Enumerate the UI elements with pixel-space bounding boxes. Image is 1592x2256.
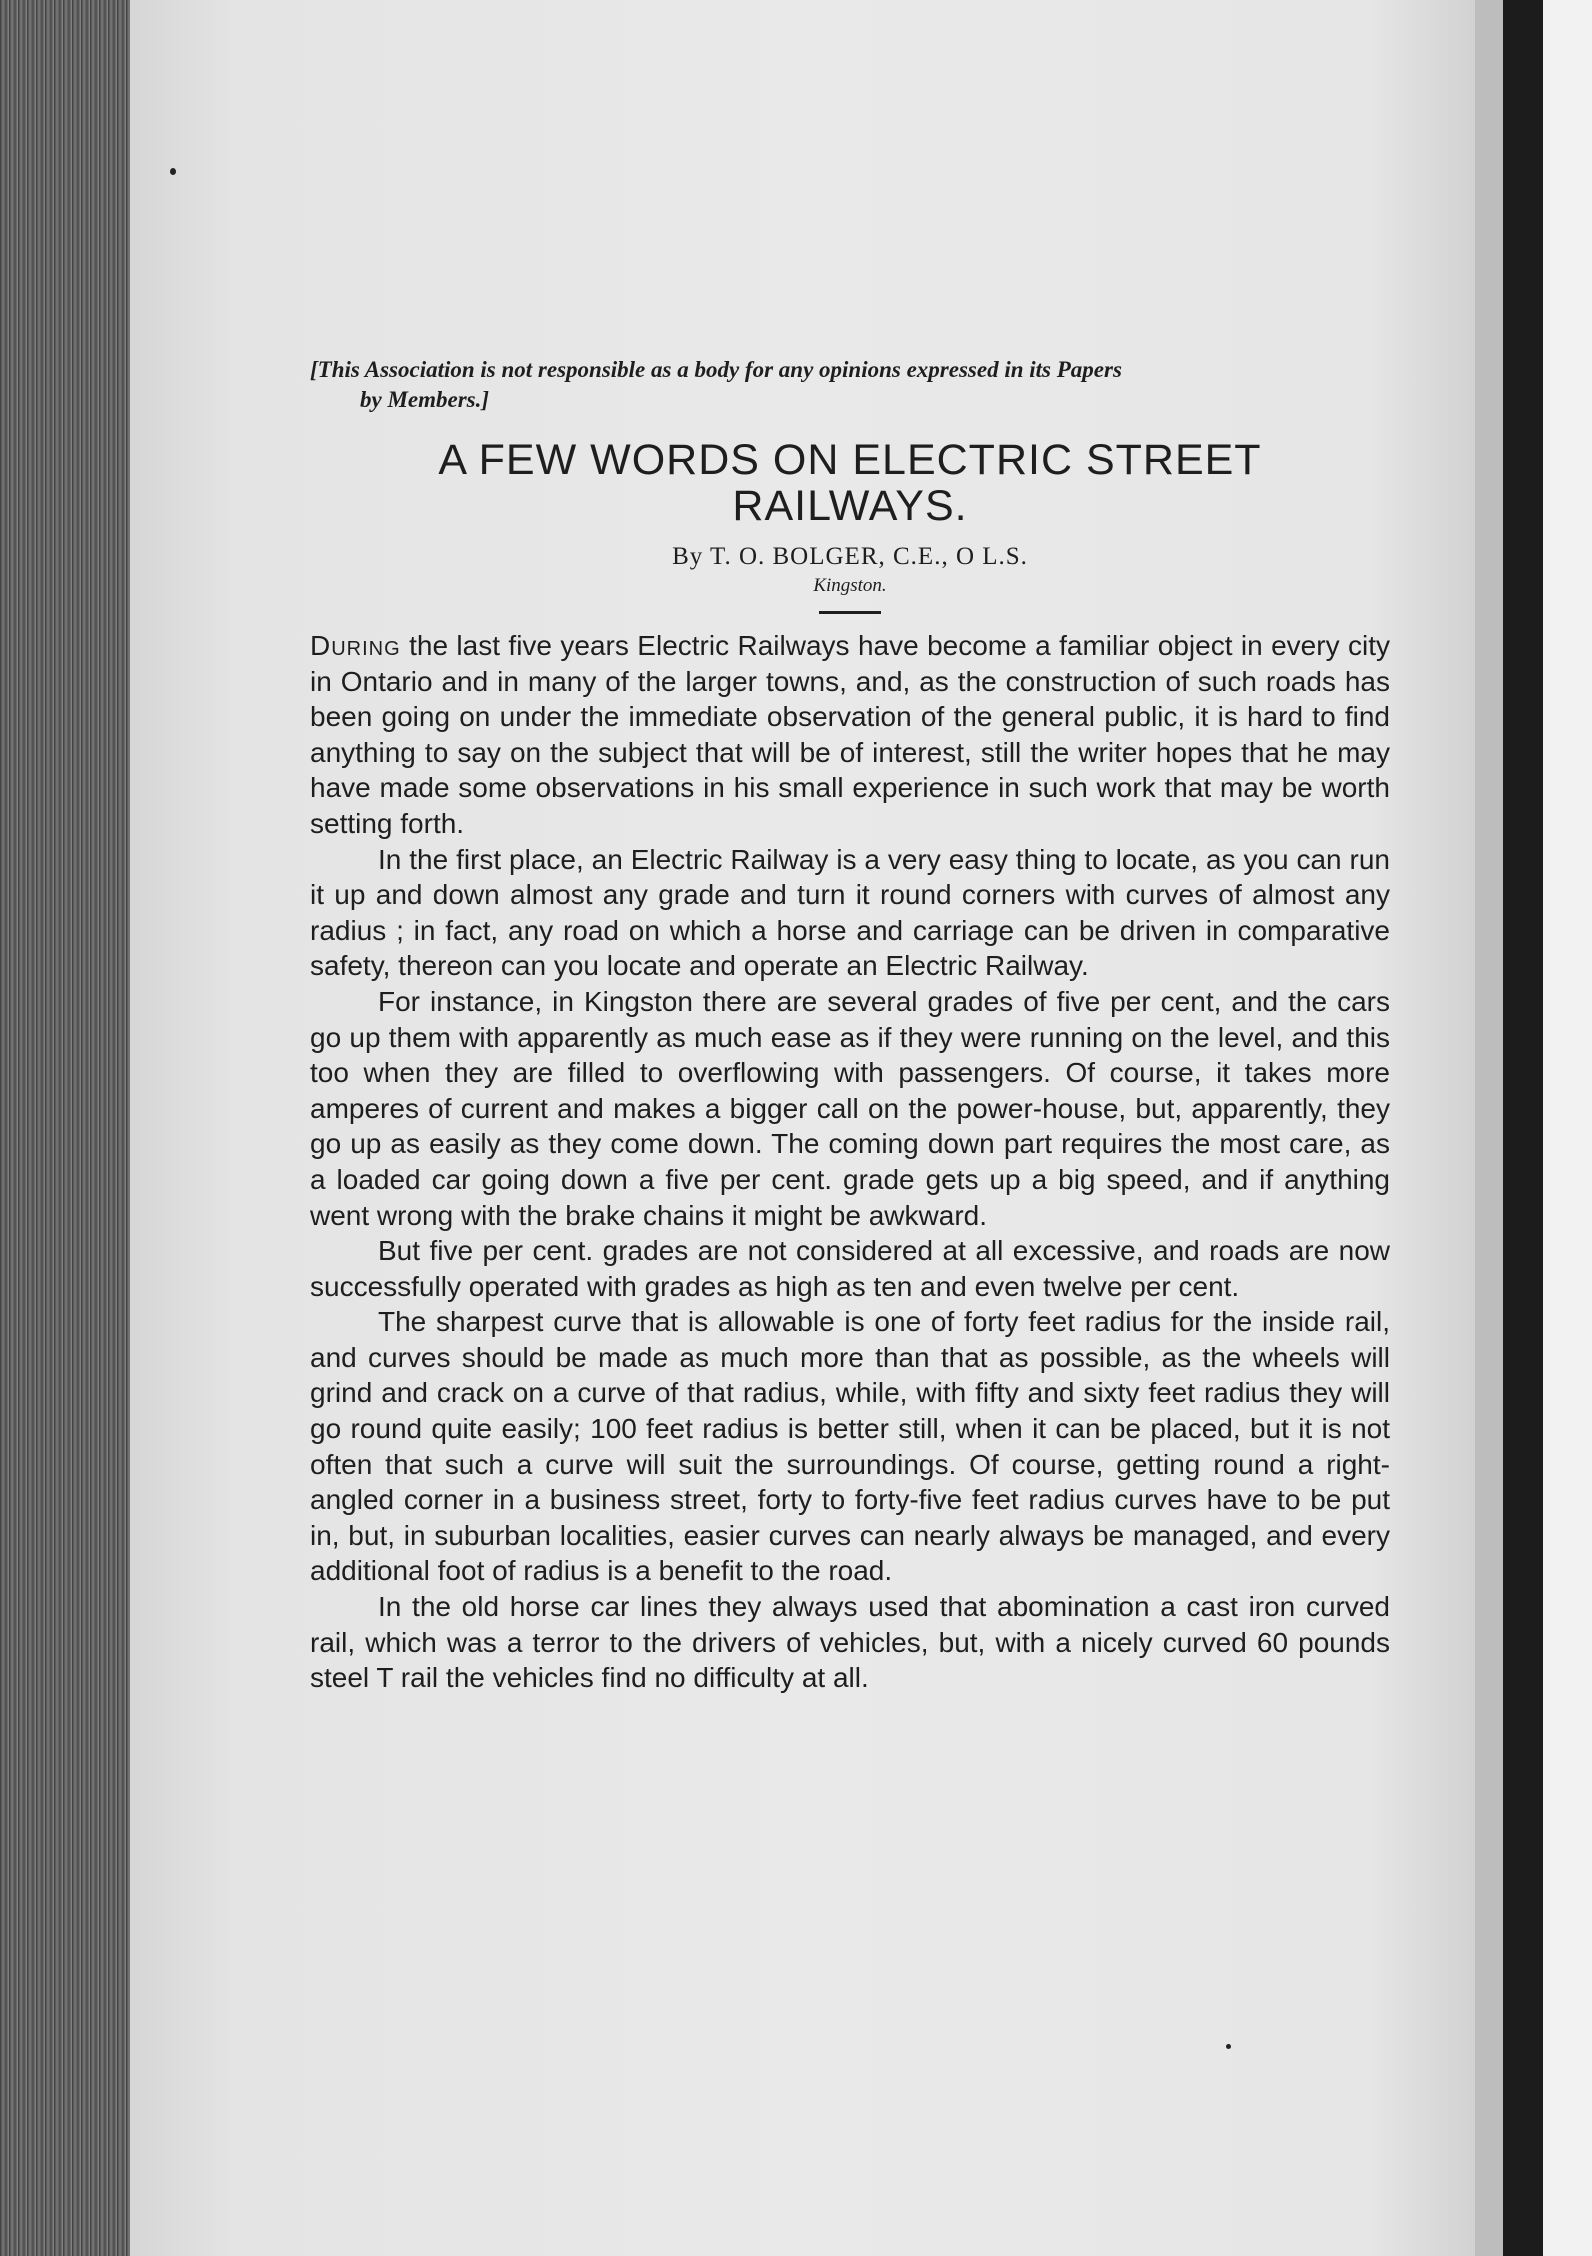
article-title <box>310 437 1390 529</box>
article-body <box>310 355 1390 1696</box>
paragraph-6: In the old horse car lines they always used that abomination a cast iron curved rail, which was a terror to the drivers of vehicles, but, with a nicely curved 60 pounds steel T rail the vehicles find no difficulty at all. <box>310 1591 1390 1694</box>
page-gutter <box>1475 0 1503 2256</box>
paragraph-5: The sharpest curve that is allowable is one of forty feet radius for the inside rail, and curves should be made as much more than that as possible, as the wheels will grind and crack on a curve of that radius, while, with fifty and sixty feet radius they will go round quite easily; 100 feet radius is better still, when it can be placed, but it is not often that such a curve will suit the surroundings. Of course, getting round a right-angled corner in a business street, forty to forty-five feet radius curves have to be put in, but, in suburban localities, easier curves can nearly always be managed, and every additional foot of radius is a benefit to the road. <box>310 1306 1390 1587</box>
book-page-edges <box>0 0 130 2256</box>
paragraph-1-text: the last five years Electric Railways have become a familiar object in every city in Ontario and in many of the larger towns, and, as the construction of such roads has been going on under the immediate observation of the general public, it is hard to find anything to say on the subject that will be of interest, still the writer hopes that he may have made some observations in his small experience in such work that may be worth setting forth. <box>310 630 1390 839</box>
ink-speck <box>1226 2044 1231 2049</box>
title-line-2: RAILWAYS. <box>732 482 968 530</box>
drop-word: During <box>310 630 401 661</box>
author-location: Kingston. <box>813 575 887 596</box>
title-line-1: A FEW WORDS ON ELECTRIC STREET <box>438 436 1262 484</box>
disclaimer-line-1: [This Association is not responsible as a body for any opinions expressed in its Papers <box>310 357 1122 382</box>
title-divider <box>819 611 881 614</box>
adjacent-page <box>1543 0 1592 2256</box>
author-byline: By T. O. BOLGER, C.E., O L.S. <box>672 543 1028 570</box>
binding-shadow <box>1503 0 1543 2256</box>
paragraph-4: But five per cent. grades are not considered at all excessive, and roads are now successfully operated with grades as high as ten and even twelve per cent. <box>310 1235 1390 1302</box>
disclaimer-line-2: by Members.] <box>360 387 490 412</box>
paragraph-2: In the first place, an Electric Railway is a very easy thing to locate, as you can run it up and down almost any grade and turn it round corners with curves of almost any radius ; in fact, any road on which a horse and carriage can be driven in comparative safety, thereon can you locate and operate an Electric Railway. <box>310 843 1390 982</box>
ink-speck <box>170 168 176 175</box>
paragraph-3: For instance, in Kingston there are several grades of five per cent, and the cars go up them with apparently as much ease as if they were running on the level, and this too when they are filled to overflowing with passengers. Of course, it takes more amperes of current and makes a bigger call on the power-house, but, apparently, they go up as easily as they come down. The coming down part requires the most care, as a loaded car going down a five per cent. grade gets up a big speed, and if anything went wrong with the brake chains it might be awkward. <box>310 985 1390 1231</box>
disclaimer-note <box>310 355 1390 415</box>
paragraph-1 <box>310 628 1390 842</box>
